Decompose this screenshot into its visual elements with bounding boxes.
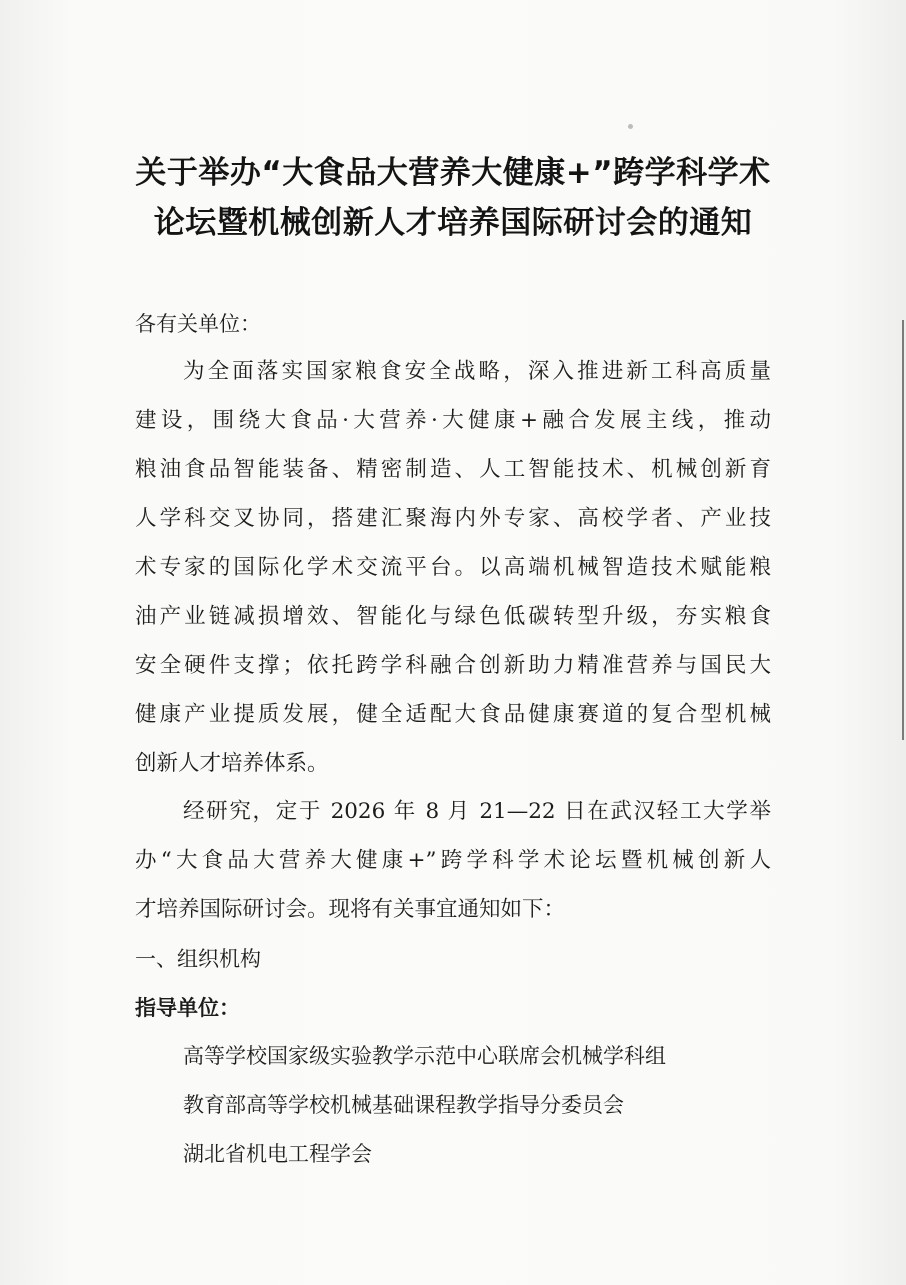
paragraph-1-line: 为全面落实国家粮食安全战略，深入推进新工科高质量	[183, 359, 771, 384]
paragraph-1-line: 术专家的国际化学术交流平台。以高端机械智造技术赋能粮	[135, 555, 771, 580]
paragraph-1-line: 人学科交叉协同，搭建汇聚海内外专家、高校学者、产业技	[135, 506, 771, 531]
subheading-guiding-units: 指导单位：	[135, 996, 240, 1020]
paragraph-1-line: 安全硬件支撑；依托跨学科融合创新助力精准营养与国民大	[135, 653, 771, 678]
page-edge-shadow	[902, 320, 904, 740]
paragraph-1-line: 创新人才培养体系。	[135, 751, 329, 776]
notice-title-line-2: 论坛暨机械创新人才培养国际研讨会的通知	[153, 205, 753, 241]
notice-title-line-1: 关于举办“大食品大营养大健康+”跨学科学术	[135, 155, 771, 191]
guiding-unit-item: 高等学校国家级实验教学示范中心联席会机械学科组	[183, 1044, 666, 1068]
section-heading-organization: 一、组织机构	[135, 947, 261, 971]
paragraph-2-line: 才培养国际研讨会。现将有关事宜通知如下：	[135, 897, 566, 922]
paragraph-1-line: 建设，围绕大食品·大营养·大健康+融合发展主线，推动	[135, 408, 771, 433]
paragraph-2-line: 经研究，定于 2026 年 8 月 21—22 日在武汉轻工大学举	[183, 799, 771, 824]
paragraph-2-line: 办“大食品大营养大健康+”跨学科学术论坛暨机械创新人	[135, 848, 771, 873]
paragraph-1-line: 健康产业提质发展，健全适配大食品健康赛道的复合型机械	[135, 702, 771, 727]
scan-speck	[628, 124, 633, 129]
paragraph-1-line: 粮油食品智能装备、精密制造、人工智能技术、机械创新育	[135, 457, 771, 482]
guiding-unit-item: 湖北省机电工程学会	[183, 1142, 372, 1166]
paragraph-1-line: 油产业链减损增效、智能化与绿色低碳转型升级，夯实粮食	[135, 604, 771, 629]
salutation: 各有关单位：	[135, 312, 261, 336]
guiding-unit-item: 教育部高等学校机械基础课程教学指导分委员会	[183, 1093, 624, 1117]
